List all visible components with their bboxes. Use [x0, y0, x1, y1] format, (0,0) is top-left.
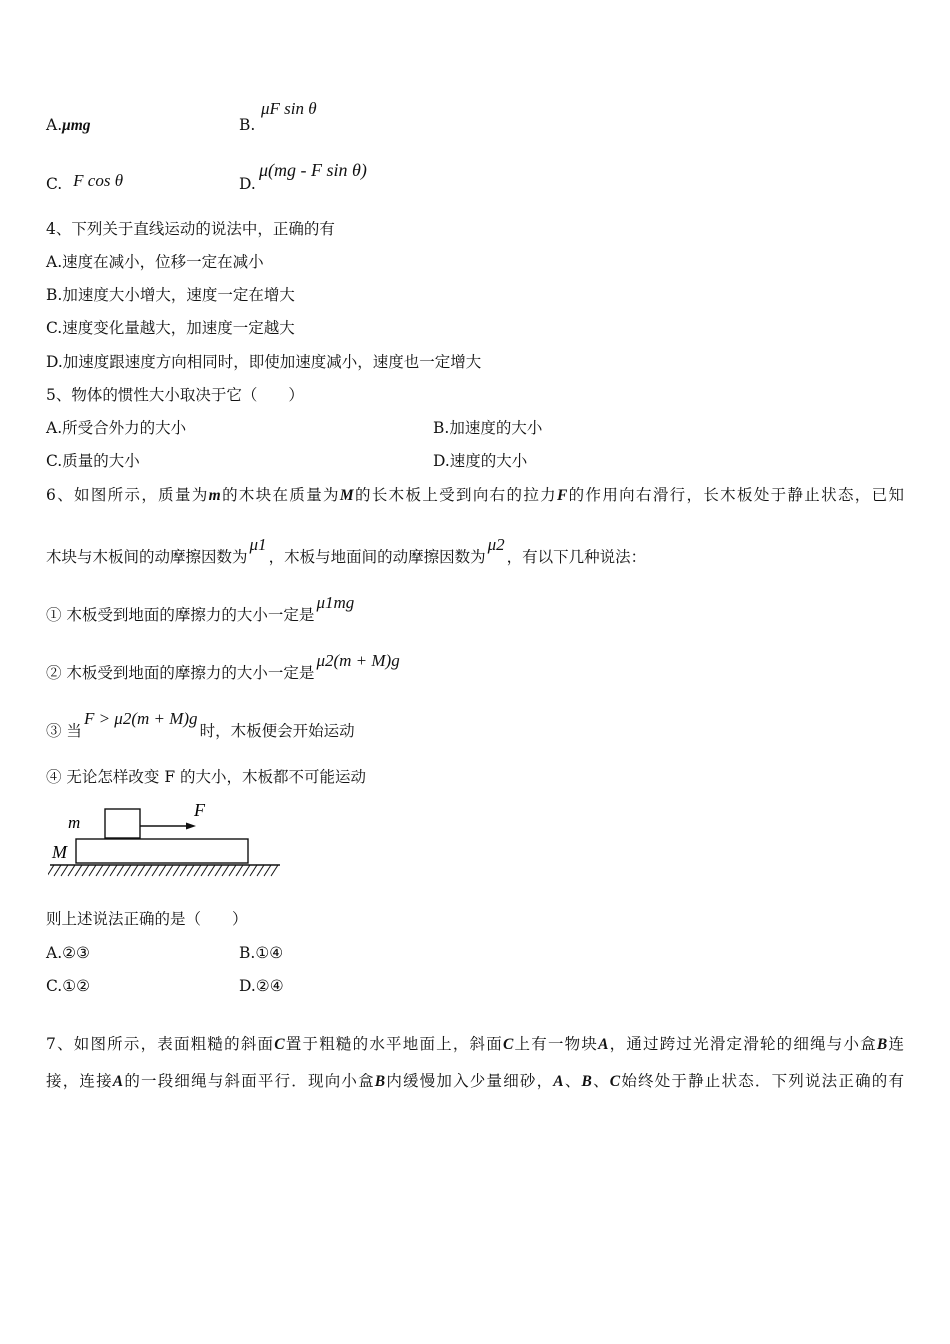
hatch-line [166, 865, 173, 876]
hatch-line [54, 865, 61, 876]
hatch-line [117, 865, 124, 876]
hatch-line [194, 865, 201, 876]
q3-option-a [46, 115, 91, 136]
hatch-line [243, 865, 250, 876]
stem-text: 木块与木板间的动摩擦因数为 [46, 548, 248, 566]
option-label: B. [239, 116, 256, 134]
q6-statement-4: ④ 无论怎样改变 F 的大小，木板都不可能运动 [46, 768, 367, 786]
hatch-line [236, 865, 243, 876]
q5-option-b: B.加速度的大小 [433, 419, 543, 437]
separator: 、 [563, 1072, 582, 1090]
statement-expression: μ1mg [316, 593, 355, 612]
q5-option-a: A.所受合外力的大小 [46, 419, 187, 437]
option-label: A. [46, 116, 63, 134]
var-C: C [609, 1073, 621, 1090]
small-block [105, 809, 140, 838]
stem-text: 的木块在质量为 [220, 486, 340, 504]
q6-statement-3 [46, 709, 355, 741]
fig-label-M: M [52, 842, 67, 862]
stem-text: 的一段细绳与斜面平行．现向小盒 [123, 1072, 375, 1090]
fig-label-F: F [194, 800, 205, 820]
q6-option-b: B.①④ [239, 944, 284, 962]
hatch-line [264, 865, 271, 876]
statement-expression: F > μ2(m + M)g [83, 709, 198, 728]
separator: 、 [591, 1072, 610, 1090]
stem-text: 连 [887, 1035, 904, 1053]
var-F: F [557, 487, 568, 504]
hatch-line [215, 865, 222, 876]
hatch-line [75, 865, 82, 876]
statement-text: ② 木板受到地面的摩擦力的大小一定是 [46, 664, 315, 682]
ground-hatching [48, 865, 278, 876]
hatch-line [250, 865, 257, 876]
var-A: A [112, 1073, 124, 1090]
var-M: M [339, 487, 354, 504]
stem-text: 的作用向右滑行，长木板处于静止状态，已知 [567, 486, 904, 504]
q3-option-d [239, 160, 367, 194]
hatch-line [159, 865, 166, 876]
option-label: D. [239, 175, 256, 193]
q6-stem-line1 [46, 485, 904, 506]
q6-stem-line2 [46, 535, 647, 567]
hatch-line [187, 865, 194, 876]
hatch-line [96, 865, 103, 876]
stem-text: ，有以下几种说法： [506, 548, 647, 566]
q4-option-c: C.速度变化量越大，加速度一定越大 [46, 319, 295, 337]
var-B: B [374, 1073, 386, 1090]
q5-option-d: D.速度的大小 [433, 452, 528, 470]
block-on-board-figure [48, 798, 288, 882]
q6-option-d: D.②④ [239, 977, 284, 995]
hatch-line [124, 865, 131, 876]
q7-line1 [46, 1034, 904, 1055]
q6-option-a: A.②③ [46, 944, 90, 962]
statement-text: ③ 当 [46, 722, 82, 740]
hatch-line [173, 865, 180, 876]
q6-statement-1 [46, 593, 356, 625]
stem-text: 7、如图所示，表面粗糙的斜面 [46, 1035, 275, 1053]
stem-text: 上有一物块 [513, 1035, 599, 1053]
q4-option-a: A.速度在减小，位移一定在减小 [46, 253, 264, 271]
hatch-line [110, 865, 117, 876]
fig-label-m: m [68, 813, 81, 832]
stem-text: 始终处于静止状态．下列说法正确的有 [620, 1072, 904, 1090]
q3-option-b [239, 99, 317, 135]
hatch-line [48, 865, 54, 876]
var-mu1: μ1 [249, 535, 267, 554]
hatch-line [145, 865, 152, 876]
hatch-line [208, 865, 215, 876]
var-B: B [876, 1036, 888, 1053]
long-board [76, 839, 248, 863]
force-arrowhead [186, 823, 196, 830]
q4-stem: 4、下列关于直线运动的说法中，正确的有 [46, 220, 335, 238]
q5-stem: 5、物体的惯性大小取决于它（ ） [46, 386, 304, 404]
hatch-line [180, 865, 187, 876]
option-expression: μmg [62, 117, 91, 134]
stem-text: 内缓慢加入少量细砂， [385, 1072, 554, 1090]
hatch-line [103, 865, 110, 876]
q6-question: 则上述说法正确的是（ ） [46, 910, 248, 928]
hatch-line [222, 865, 229, 876]
hatch-line [152, 865, 159, 876]
var-C: C [502, 1036, 514, 1053]
statement-expression: μ2(m + M)g [316, 651, 400, 670]
hatch-line [138, 865, 145, 876]
q6-statement-2 [46, 651, 402, 683]
hatch-line [89, 865, 96, 876]
option-expression: μ(mg - F sin θ) [259, 160, 367, 180]
hatch-line [131, 865, 138, 876]
var-C: C [274, 1036, 285, 1053]
stem-text: 6、如图所示，质量为 [46, 486, 209, 504]
hatch-line [61, 865, 68, 876]
var-A: A [598, 1036, 609, 1053]
q4-option-d: D.加速度跟速度方向相同时，即使加速度减小，速度也一定增大 [46, 353, 482, 371]
q6-option-c: C.①② [46, 977, 91, 995]
var-A: A [553, 1073, 564, 1090]
stem-text: ，木板与地面间的动摩擦因数为 [268, 548, 486, 566]
option-expression: μF sin θ [261, 99, 317, 118]
hatch-line [68, 865, 75, 876]
q5-option-c: C.质量的大小 [46, 452, 140, 470]
stem-text: 置于粗糙的水平地面上，斜面 [284, 1035, 503, 1053]
hatch-line [229, 865, 236, 876]
hatch-line [201, 865, 208, 876]
q4-option-b: B.加速度大小增大，速度一定在增大 [46, 286, 295, 304]
q3-option-c [46, 171, 124, 194]
option-label: C. [46, 175, 63, 193]
var-B: B [581, 1073, 592, 1090]
stem-text: 接，连接 [46, 1072, 113, 1090]
statement-text: ① 木板受到地面的摩擦力的大小一定是 [46, 606, 315, 624]
hatch-line [271, 865, 278, 876]
stem-text: 的长木板上受到向右的拉力 [353, 486, 557, 504]
hatch-line [257, 865, 264, 876]
stem-text: ，通过跨过光滑定滑轮的细绳与小盒 [608, 1035, 877, 1053]
var-mu2: μ2 [487, 535, 505, 554]
hatch-line [82, 865, 89, 876]
q7-line2 [46, 1071, 904, 1092]
option-expression: F cos θ [73, 171, 124, 190]
var-m: m [208, 487, 221, 504]
statement-text: 时，木板便会开始运动 [199, 722, 355, 740]
